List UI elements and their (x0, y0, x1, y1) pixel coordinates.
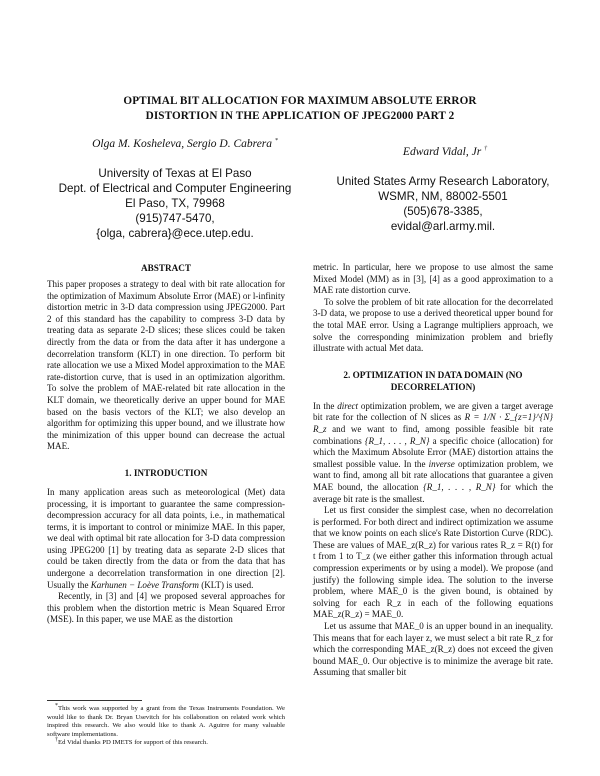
title-line-2: DISTORTION IN THE APPLICATION OF JPEG2000 PART 2 (145, 110, 455, 122)
direct-p-c: and we want to find, among possible feasible bit rate combinations (313, 423, 553, 446)
footnote-1-mark: * (55, 702, 58, 709)
footnote-1-text: This work was supported by a grant from the Texas Instruments Foundation. We would like to thank Dr. Bryan Usevitch for his collaboration on related work which inspired this research. We also would like to thank A. Aguirre for many valuable software implementations. (47, 705, 285, 738)
intro-heading: 1. INTRODUCTION (124, 467, 208, 478)
direct-p-a: In the (313, 400, 335, 411)
assume-paragraph: Let us assume that MAE_0 is an upper bound in an inequality. This means that for each layer z, we must select a bit rate R_z for which the corresponding MAE_z(R_z) does not exceed the given bound MAE_0. Our objective is to minimize the average bit rate. Assuming that smaller bit (313, 621, 553, 678)
direct-p-inverse: inverse (428, 458, 455, 469)
author-names-left: Olga M. Kosheleva, Sergio D. Cabrera (92, 138, 273, 150)
right-column (313, 262, 553, 679)
abstract-heading: ABSTRACT (140, 263, 192, 273)
right-solve-paragraph: To solve the problem of bit rate allocation for the decorrelated 3-D data, we propose to use a derived theoretical upper bound for the total MAE error. Using a Lagrange multipliers approach, we solve the corresponding minimization problem and briefly illustrate with actual Met data. (313, 296, 553, 354)
direct-p-f: for which the average bit rate is the smallest. (313, 481, 554, 504)
direct-p-d: a specific choice (allocation) for which the Maximum Absolute Error (MAE) distortion attains the smallest possible value. In the (313, 435, 554, 469)
affiliation-line: evidal@arl.army.mil. (390, 220, 496, 233)
section2-heading (313, 369, 553, 393)
affiliation-line: (505)678-3385, (403, 205, 483, 218)
first-consider-paragraph: Let us first consider the simplest case, when no decorrelation is performed. For both direct and indirect optimization we assume that we know points on each slice's Rate Distortion Curve (RDC). These are values of MAE_z(R_z) for various rates R_z = R(t) for t from 1 to T_z (we either gather this information through actual compression experiments or by using a model). We propose (and justify) the following simple idea. The solution to the inverse problem, where MAE_0 is the given bound, is obtained by solving for each R_z in each of the following equations MAE_z(R_z) = MAE_0. (313, 505, 553, 620)
section2-heading-line-2: DECORRELATION) (390, 381, 476, 392)
direct-p-formula: R = 1/N · Σ_{z=1}^{N} R_z (313, 412, 553, 434)
title-line-1: OPTIMAL BIT ALLOCATION FOR MAXIMUM ABSOLUTE ERROR (123, 95, 477, 107)
footnote-2-mark: † (55, 737, 58, 744)
affiliation-right (318, 174, 568, 234)
footnote-rule (47, 700, 142, 701)
paper-title (60, 94, 540, 124)
affiliation-line: (915)747-5470, (135, 212, 215, 225)
affiliation-line: Dept. of Electrical and Computer Engineering (58, 182, 292, 195)
affiliation-line: {olga, cabrera}@ece.utep.edu. (96, 227, 254, 240)
left-column (47, 262, 285, 626)
intro-paragraph-1 (47, 487, 285, 591)
affiliation-line: El Paso, TX, 79968 (125, 197, 225, 210)
direct-p-b: optimization problem, we are given a target average bit rate for the collection of N slices as (313, 400, 554, 423)
direct-paragraph (313, 401, 553, 505)
affiliation-line: United States Army Research Laboratory, (336, 175, 550, 188)
footnotes (47, 702, 285, 748)
section2-heading-line-1: 2. OPTIMIZATION IN DATA DOMAIN (NO (343, 369, 523, 380)
authors-right (330, 146, 560, 158)
footnote-1 (47, 702, 285, 739)
intro-p1-klt: Karhunen − Loève Transform (90, 579, 199, 590)
affiliation-left (40, 166, 310, 241)
direct-p-set: {R_1, . . . , R_N} (364, 435, 430, 446)
intro-p1-end: (KLT) is used. (201, 579, 254, 590)
affiliation-line: University of Texas at El Paso (98, 167, 252, 180)
author-names-right: Edward Vidal, Jr (402, 146, 482, 158)
affiliation-line: WSMR, NM, 88002-5501 (378, 190, 508, 203)
footnote-2 (47, 739, 285, 748)
right-continuation: metric. In particular, here we propose to use almost the same Mixed Model (MM) as in [3], [4] as a good approximation to a MAE rate distortion curve. (313, 262, 553, 296)
direct-p-set2: {R_1, . . . , R_N} (423, 481, 496, 492)
abstract-text: This paper proposes a strategy to deal with bit rate allocation for the optimization of Maximum Absolute Error (MAE) or l-infinity distortion metric in 3-D data compression using JPEG2000. Part 2 of this standard has the capability to compress 3-D data by treating data as separate 2-D slices; these slices could be taken directly from the data or from the data after it has undergone a decorrelation transform (KLT) in one direction. To perform bit rate allocation we use a Mixed Model approximation to the MAE rate-distortion curve, that is used in an optimization algorithm. To solve the problem of MAE-related bit rate allocation in the KLT domain, we theoretically derive an upper bound for MAE based on the basis vectors of the KLT; we also develop an algorithm for optimizing this upper bound, and we illustrate how the minimization of this upper bound can decrease the actual MAE. (47, 279, 285, 452)
direct-p-e: optimization problem, we want to find, among all bit rate allocations that guarantee a given MAE bound, the allocation (313, 458, 554, 492)
author-mark-right: † (484, 146, 488, 153)
intro-p1-text: In many application areas such as meteorological (Met) data processing, it is important to guarantee the same compression-decompression accuracy for all data points, i.e., in mathematical terms, it is important to control or minimize MAE. In this paper, we deal with optimal bit rate allocation for 3-D data compression using JPEG200 [1] by treating data as separate 2-D slices that could be taken directly from the data or from the data that has undergone a decorrelation transformation in one direction [2]. Usually the (47, 486, 285, 590)
authors-left (70, 138, 300, 150)
footnote-2-text: Ed Vidal thanks PD IMETS for support of this research. (58, 739, 208, 747)
author-mark-left: * (274, 138, 278, 145)
intro-paragraph-2: Recently, in [3] and [4] we proposed several approaches for this problem when the distortion metric is Mean Squared Error (MSE). In this paper, we use MAE as the distortion (47, 591, 285, 625)
direct-p-word: direct (337, 400, 359, 411)
